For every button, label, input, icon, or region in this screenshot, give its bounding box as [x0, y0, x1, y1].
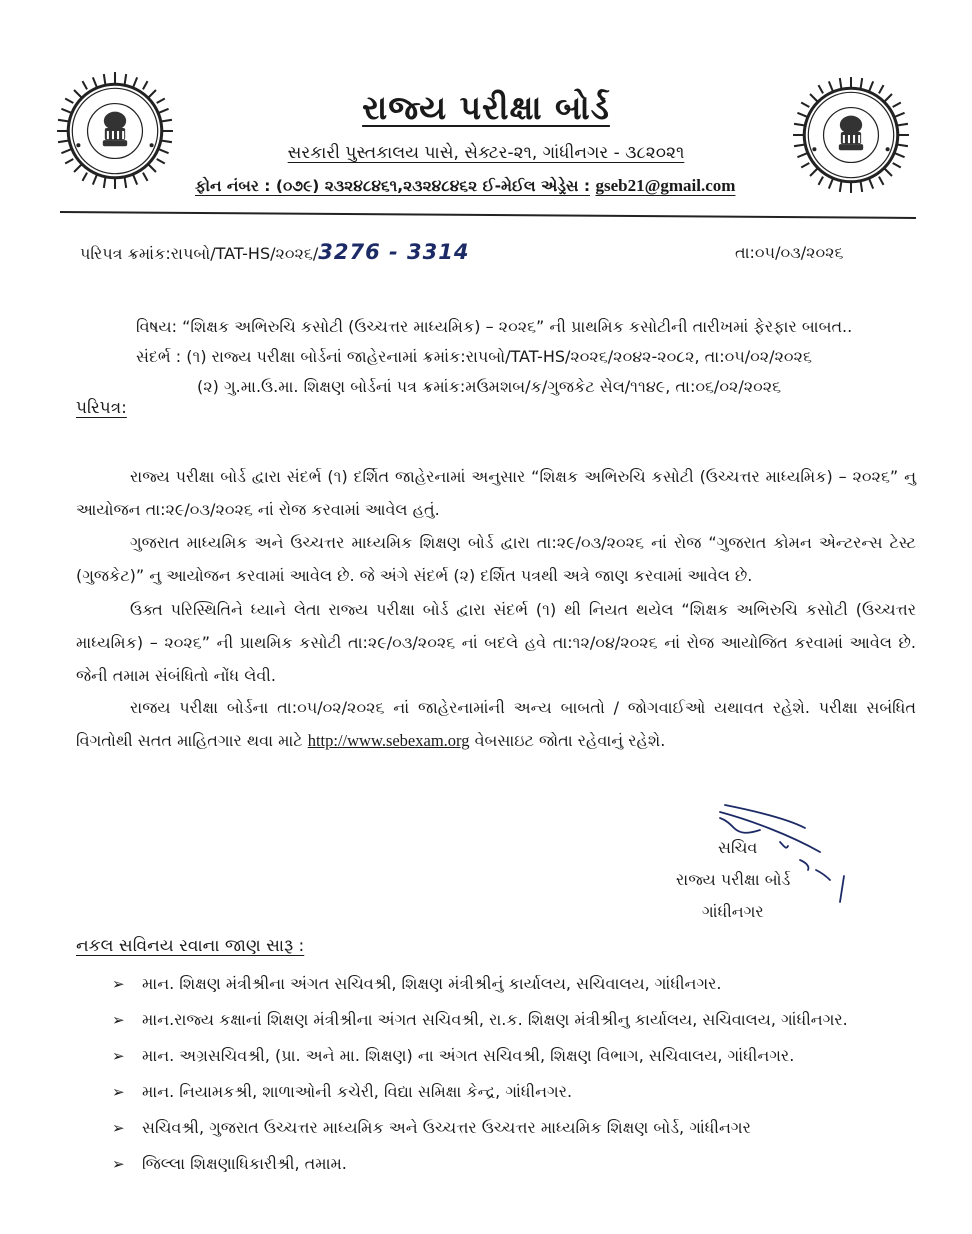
signatory-organization: રાજ્ય પરીક્ષા બોર્ડ [676, 870, 791, 889]
subject-line: વિષય: “શિક્ષક અભિરુચિ કસોટી (ઉચ્ચત્તર માધ્યમિક) – ૨૦૨૬” ની પ્રાથમિક કસોટીની તારીખમાં ફેરફાર બાબત.. [136, 317, 853, 336]
list-item-text: સચિવશ્રી, ગુજરાત ઉચ્ચત્તર માધ્યમિક અને ઉચ્ચત્તર ઉચ્ચત્તર માધ્યમિક શિક્ષણ બોર્ડ, ગાંધીનગર [142, 1118, 751, 1137]
list-item [112, 1040, 922, 1072]
body-paragraph-1 [76, 460, 916, 526]
board-title [0, 88, 972, 128]
board-contact [195, 176, 735, 196]
list-item [112, 1112, 922, 1144]
board-address [0, 143, 972, 163]
paragraph-text: ગુજરાત માધ્યમિક અને ઉચ્ચત્તર માધ્યમિક શિક્ષણ બોર્ડ દ્વારા તા:૨૯/૦૩/૨૦૨૬ નાં રોજ “ગુજરાત કોમન એન્ટરન્સ ટેસ્ટ (ગુજકેટ)” નુ આયોજન કરવામાં આવેલ છે. જે અંગે સંદર્ભ (૨) દર્શિત પત્રથી અત્રે જાણ કરવામાં આવેલ છે. [76, 533, 916, 585]
board-address-text: સરકારી પુસ્તકાલય પાસે, સેક્ટર-૨૧, ગાંધીનગર - ૩૮૨૦૨૧ [287, 143, 685, 163]
arrowhead-bullet-icon: ➢ [112, 1011, 125, 1029]
website-link[interactable]: http://www.sebexam.org [307, 731, 470, 750]
circular-heading [76, 398, 127, 418]
copy-to-heading [76, 936, 304, 956]
copy-to-list [112, 968, 922, 1184]
body-paragraph-3 [76, 593, 916, 692]
handwritten-reference-number: 3276 - 3314 [318, 240, 470, 264]
signatory-place: ગાંધીનગર [702, 902, 764, 921]
circular-date: તા:૦૫/૦૩/૨૦૨૬ [735, 243, 844, 262]
reference-2: (૨) ગુ.મા.ઉ.મા. શિક્ષણ બોર્ડનાં પત્ર ક્રમાંક:મઉમશબ/ક/ગુજકેટ સેલ/૧૧૪૯, તા:૦૬/૦૨/૨૦૨૬ [197, 377, 782, 396]
list-item [112, 1148, 922, 1180]
arrowhead-bullet-icon: ➢ [112, 1047, 125, 1065]
email-address: gseb21@gmail.com [595, 176, 736, 195]
list-item-text: માન.રાજ્ય કક્ષાનાં શિક્ષણ મંત્રીશ્રીના અંગત સચિવશ્રી, રા.ક. શિક્ષણ મંત્રીશ્રીનુ કાર્યાલય, સચિવાલય, ગાંધીનગર. [142, 1010, 848, 1029]
copy-to-heading-text: નકલ સવિનય રવાના જાણ સારૂ : [76, 936, 305, 956]
body-paragraph-4 [76, 691, 916, 757]
circular-reference-number [80, 240, 470, 264]
reference-1: સંદર્ભ : (૧) રાજ્ય પરીક્ષા બોર્ડનાં જાહેરનામાં ક્રમાંક:રાપબો/TAT-HS/૨૦૨૬/૨૦૪૨-૨૦૮૨, તા:૦૫/૦૨/૨૦૨૬ [136, 347, 812, 366]
list-item [112, 1004, 922, 1036]
list-item [112, 1076, 922, 1108]
paragraph-text: ઉક્ત પરિસ્થિતિને ધ્યાને લેતા રાજ્ય પરીક્ષા બોર્ડ દ્વારા સંદર્ભ (૧) થી નિયત થયેલ “શિક્ષક અભિરુચિ કસોટી (ઉચ્ચત્તર માધ્યમિક) – ૨૦૨૬” ની પ્રાથમિક કસોટી તા:૨૯/૦૩/૨૦૨૬ નાં બદલે હવે તા:૧૨/૦૪/૨૦૨૬ નાં રોજ આયોજિત કરવામાં આવેલ છે. જેની તમામ સંબંધિતો નોંધ લેવી. [76, 600, 916, 685]
paragraph-text: રાજ્ય પરીક્ષા બોર્ડ દ્વારા સંદર્ભ (૧) દર્શિત જાહેરનામાં અનુસાર “શિક્ષક અભિરુચિ કસોટી (ઉચ્ચત્તર માધ્યમિક) – ૨૦૨૬” નુ આયોજન તા:૨૯/૦૩/૨૦૨૬ નાં રોજ કરવામાં આવેલ હતું. [76, 467, 916, 519]
circular-heading-text: પરિપત્ર: [76, 398, 127, 418]
list-item-text: માન. નિયામકશ્રી, શાળાઓની કચેરી, વિદ્યા સમિક્ષા કેન્દ્ર, ગાંધીનગર. [142, 1082, 573, 1101]
list-item-text: માન. શિક્ષણ મંત્રીશ્રીના અંગત સચિવશ્રી, શિક્ષણ મંત્રીશ્રીનું કાર્યાલય, સચિવાલય, ગાંધીનગર. [142, 974, 722, 993]
list-item [112, 968, 922, 1000]
reference-label: પરિપત્ર ક્રમાંક:રાપબો/TAT-HS/૨૦૨૬/ [80, 244, 319, 263]
list-item-text: માન. અગ્રસચિવશ્રી, (પ્રા. અને મા. શિક્ષણ) ના અંગત સચિવશ્રી, શિક્ષણ વિભાગ, સચિવાલય, ગાંધીનગર. [142, 1046, 795, 1065]
paragraph-text: રાજય પરીક્ષા બોર્ડના તા:૦૫/૦૨/૨૦૨૬ નાં જાહેરનામાંની અન્ય બાબતો / જોગવાઈઓ યથાવત રહેશે. પરીક્ષા સબંધિત વિગતોથી સતત માહિતગાર થવા માટે [76, 698, 916, 750]
header-divider [60, 211, 916, 219]
arrowhead-bullet-icon: ➢ [112, 1155, 125, 1173]
arrowhead-bullet-icon: ➢ [112, 1083, 125, 1101]
board-title-text: રાજ્ય પરીક્ષા બોર્ડ [362, 88, 610, 127]
arrowhead-bullet-icon: ➢ [112, 975, 125, 993]
body-paragraph-2 [76, 526, 916, 592]
list-item-text: જિલ્લા શિક્ષણાધિકારીશ્રી, તમામ. [142, 1154, 347, 1173]
signatory-designation: સચિવ [718, 838, 758, 857]
arrowhead-bullet-icon: ➢ [112, 1119, 125, 1137]
signature-block [640, 790, 880, 930]
paragraph-text: વેબસાઇટ જોતા રહેવાનું રહેશે. [474, 731, 666, 750]
contact-label: ફોન નંબર : (૦૭૯) ૨૩૨૪૮૪૬૧,૨૩૨૪૮૪૬૨ ઈ-મેઈલ એડ્રેસ : [195, 177, 591, 195]
